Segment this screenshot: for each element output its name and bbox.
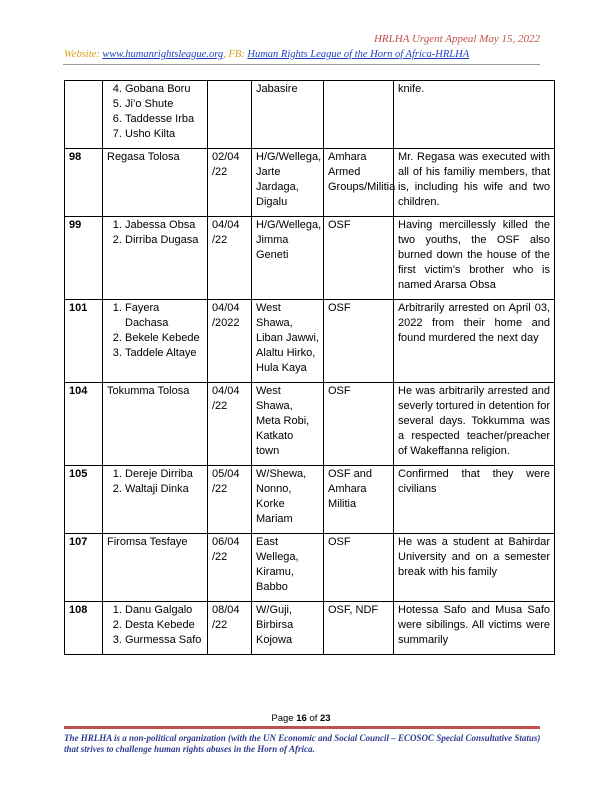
victim-name: 3. Taddele Altaye bbox=[125, 346, 203, 361]
victim-name: Regasa Tolosa bbox=[107, 151, 180, 163]
victim-name: 2. Waltaji Dinka bbox=[125, 482, 203, 497]
victim-names bbox=[103, 534, 208, 602]
perpetrator: Amhara Armed Groups/Militia bbox=[324, 149, 394, 217]
table-row bbox=[65, 217, 555, 300]
website-label: Website: bbox=[64, 49, 100, 60]
victim-names bbox=[103, 466, 208, 534]
incident-location: W/Shewa, Nonno, Korke Mariam bbox=[252, 466, 324, 534]
victim-names bbox=[103, 217, 208, 300]
fb-link[interactable]: Human Rights League of the Horn of Africa-HRLHA bbox=[247, 49, 470, 60]
incident-location: Jabasire bbox=[252, 81, 324, 149]
victim-list bbox=[107, 603, 203, 648]
row-number: 99 bbox=[65, 217, 103, 300]
website-link[interactable]: www.humanrightsleague.org bbox=[102, 49, 224, 60]
row-number: 98 bbox=[65, 149, 103, 217]
page-current: 16 bbox=[296, 713, 307, 724]
victim-names bbox=[103, 602, 208, 655]
footer-divider bbox=[64, 726, 540, 729]
table-row bbox=[65, 149, 555, 217]
incident-date: 05/04 /22 bbox=[208, 466, 252, 534]
incident-date: 04/04 /22 bbox=[208, 383, 252, 466]
perpetrator bbox=[324, 81, 394, 149]
row-number: 105 bbox=[65, 466, 103, 534]
perpetrator: OSF bbox=[324, 383, 394, 466]
incident-location: H/G/Wellega, Jarte Jardaga, Digalu bbox=[252, 149, 324, 217]
victim-names bbox=[103, 300, 208, 383]
incident-location: East Wellega, Kiramu, Babbo bbox=[252, 534, 324, 602]
victim-name: 5. Ji’o Shute bbox=[125, 97, 203, 112]
incident-description: He was a student at Bahirdar University and on a semester break with his family bbox=[394, 534, 555, 602]
victim-names bbox=[103, 383, 208, 466]
incident-description: Having mercillessly killed the two youths, the OSF also burned down the house of the first victim’s brother who is named Ararsa Obsa bbox=[394, 217, 555, 300]
appeal-header: HRLHA Urgent Appeal May 15, 2022 bbox=[373, 33, 540, 45]
victim-list bbox=[107, 467, 203, 497]
incident-date: 02/04 /22 bbox=[208, 149, 252, 217]
table-row bbox=[65, 466, 555, 534]
victim-name: 4. Gobana Boru bbox=[125, 82, 203, 97]
page-number bbox=[0, 713, 602, 724]
victim-name: 1. Danu Galgalo bbox=[125, 603, 203, 618]
victim-name: Tokumma Tolosa bbox=[107, 385, 190, 397]
incident-date: 04/04 /2022 bbox=[208, 300, 252, 383]
incident-date bbox=[208, 81, 252, 149]
victim-name: 1. Jabessa Obsa bbox=[125, 218, 203, 233]
footer-note: The HRLHA is a non-political organization (with the UN Economic and Social Council – ECOSOC Special Consultative Status) that strives to challenge human rights abuses in the Horn of Africa. bbox=[64, 733, 541, 754]
incident-location: West Shawa, Meta Robi, Katkato town bbox=[252, 383, 324, 466]
row-number: 107 bbox=[65, 534, 103, 602]
incident-date: 06/04 /22 bbox=[208, 534, 252, 602]
victim-name: 2. Desta Kebede bbox=[125, 618, 203, 633]
incident-location: W/Guji, Birbirsa Kojowa bbox=[252, 602, 324, 655]
incident-location: West Shawa, Liban Jawwi, Alaltu Hirko, Hula Kaya bbox=[252, 300, 324, 383]
perpetrator: OSF bbox=[324, 217, 394, 300]
incident-description: Hotessa Safo and Musa Safo were sibilings. All victims were summarily bbox=[394, 602, 555, 655]
fb-label: FB: bbox=[228, 49, 245, 60]
victim-name: 1. Fayera Dachasa bbox=[125, 301, 203, 331]
victim-list bbox=[107, 301, 203, 361]
victim-list bbox=[107, 218, 203, 248]
row-number: 104 bbox=[65, 383, 103, 466]
row-number: 101 bbox=[65, 300, 103, 383]
header-divider bbox=[63, 64, 540, 65]
incident-location: H/G/Wellega, Jimma Geneti bbox=[252, 217, 324, 300]
row-number: 108 bbox=[65, 602, 103, 655]
perpetrator: OSF and Amhara Militia bbox=[324, 466, 394, 534]
page-of: of bbox=[309, 713, 318, 724]
perpetrator: OSF bbox=[324, 534, 394, 602]
page-total: 23 bbox=[320, 713, 331, 724]
table-row bbox=[65, 383, 555, 466]
table-row bbox=[65, 300, 555, 383]
incident-date: 08/04 /22 bbox=[208, 602, 252, 655]
page-prefix: Page bbox=[271, 713, 294, 724]
perpetrator: OSF bbox=[324, 300, 394, 383]
victim-name: 2. Bekele Kebede bbox=[125, 331, 203, 346]
victim-names bbox=[103, 149, 208, 217]
incident-description: Confirmed that they were civilians bbox=[394, 466, 555, 534]
victims-table bbox=[64, 80, 555, 655]
incident-description: He was arbitrarily arrested and severly tortured in detention for several days. Tokkumma was a respected teacher/preacher of Wakeffanna religion. bbox=[394, 383, 555, 466]
victim-name: 6. Taddesse Irba bbox=[125, 112, 203, 127]
victim-names bbox=[103, 81, 208, 149]
table-row bbox=[65, 602, 555, 655]
victim-name: 7. Usho Kilta bbox=[125, 127, 203, 142]
victim-name: 2. Dirriba Dugasa bbox=[125, 233, 203, 248]
row-number bbox=[65, 81, 103, 149]
victim-name: Firomsa Tesfaye bbox=[107, 536, 188, 548]
victim-list bbox=[107, 82, 203, 142]
perpetrator: OSF, NDF bbox=[324, 602, 394, 655]
table-row bbox=[65, 534, 555, 602]
victim-name: 1. Dereje Dirriba bbox=[125, 467, 203, 482]
website-line: Website: www.humanrightsleague.org, FB: Human Rights League of the Horn of Africa-HRLHA bbox=[64, 49, 470, 60]
victim-name: 3. Gurmessa Safo bbox=[125, 633, 203, 648]
incident-description: knife. bbox=[394, 81, 555, 149]
incident-date: 04/04 /22 bbox=[208, 217, 252, 300]
table-row bbox=[65, 81, 555, 149]
incident-description: Arbitrarily arrested on April 03, 2022 from their home and found murdered the next day bbox=[394, 300, 555, 383]
incident-description: Mr. Regasa was executed with all of his familiy members, that is, including his wife and two children. bbox=[394, 149, 555, 217]
